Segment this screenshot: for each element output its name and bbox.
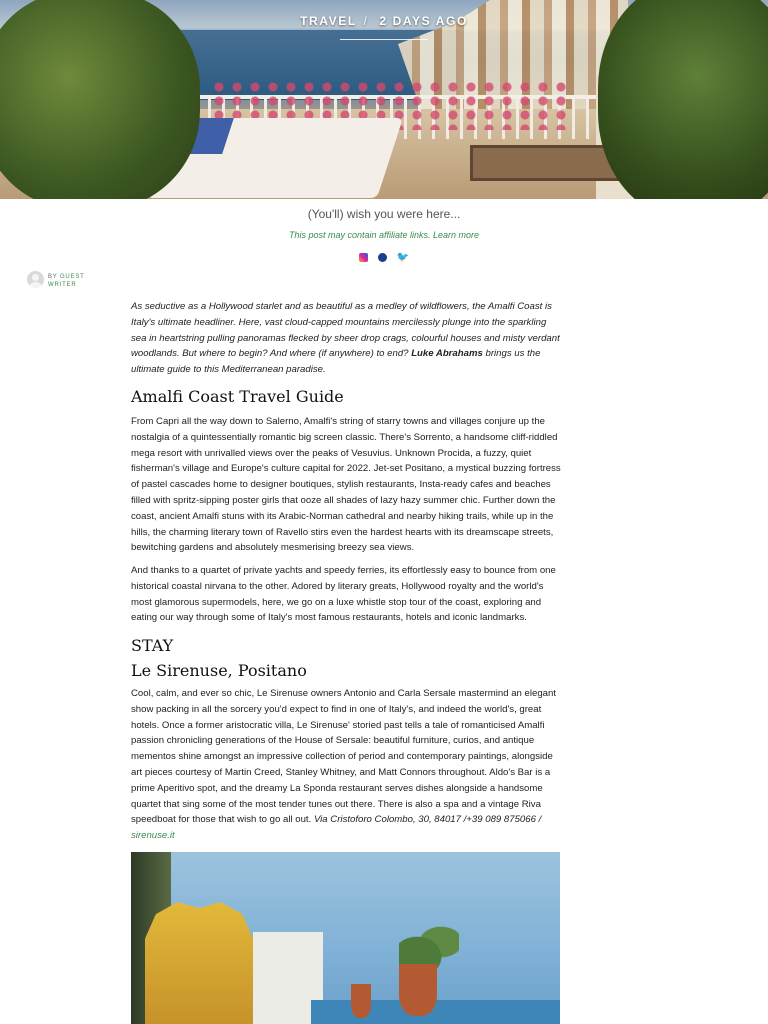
hero-tree-left	[0, 0, 200, 199]
paragraph-ferries: And thanks to a quartet of private yachts and speedy ferries, its effortlessly easy to bounce from one historical coastal nirvana to the other. Adored by literary greats, Hollywood royalty and the world's most glamorous supermodels, here, we go on a luxe whistle stop tour of the coast, exploring and eating our way through some of Italy's most famous restaurants, hotels and iconic landmarks.	[131, 565, 556, 624]
article-photo-sirenuse	[131, 852, 560, 1024]
post-time: 2 DAYS AGO	[379, 14, 468, 28]
photo-gilded-altar	[145, 902, 253, 1024]
photo-terracotta-pot	[399, 964, 437, 1016]
social-share-bar	[0, 253, 768, 262]
photo-small-pot	[351, 984, 371, 1018]
hero-image	[0, 0, 768, 199]
byline-text	[48, 273, 85, 289]
address-separator: /	[535, 814, 542, 826]
by-label: BY	[48, 274, 58, 280]
paragraph-sirenuse	[131, 686, 561, 844]
intro-author: Luke Abrahams	[411, 348, 483, 360]
section-heading-guide: Amalfi Coast Travel Guide	[131, 387, 344, 406]
kicker-underline	[340, 39, 428, 40]
affiliate-text: This post may contain affiliate links.	[288, 230, 431, 240]
paragraph-towns: From Capri all the way down to Salerno, Amalfi's string of starry towns and villages conjure up the nostalgia of a quintessentially romantic big screen classic. There's Sorrento, a handsome cliff-riddled mega resort with unrivalled views over the peaks of Vesuvius. Unknown Procida, a fuzzy, quiet fisherman's village and Europe's culture capital for 2022. Jet-set Positano, a mystical buzzing fortress of pastel cascades home to designer boutiques, stylish restaurants, Insta-ready cafes and beaches filled with spritz-sipping poster girls that ooze all shades of lazy hazy summer chic. Further down the coast, ancient Amalfi stuns with its Arabic-Norman cathedral and nearby hiking trails, while up in the hills, the charming literary town of Ravello stirs even the hardest hearts with its dreamscape streets, bewitching gardens and absolutely mesmerising breezy sea views.	[131, 416, 561, 554]
section-heading-stay: STAY	[131, 636, 174, 655]
hero-tree-right	[598, 0, 768, 199]
author-name-line2[interactable]: WRITER	[48, 282, 77, 288]
kicker-separator: /	[363, 14, 369, 28]
avatar	[27, 271, 44, 288]
twitter-icon[interactable]: 🐦	[396, 252, 410, 263]
hotel-heading-sirenuse: Le Sirenuse, Positano	[131, 661, 307, 680]
hero-table	[470, 145, 626, 181]
article-body	[131, 299, 561, 842]
learn-more-link[interactable]: Learn more	[433, 230, 480, 240]
intro-end: brings us the ultimate guide to this Mediterranean paradise.	[131, 348, 541, 376]
affiliate-notice	[0, 230, 768, 240]
author-name[interactable]: GUEST	[59, 274, 85, 280]
intro-text: As seductive as a Hollywood starlet and as beautiful as a medley of wildflowers, the Amalfi Coast is Italy's ultimate headliner. Here, vast cloud-capped mountains mercilessly plunge into the sparkling sea in heartstring pulling panoramas flecked by sheer drop crags, colourful houses and misty verdant woodlands. But where to begin? And where (if anywhere) to end?	[131, 301, 560, 360]
sirenuse-text: Cool, calm, and ever so chic, Le Sirenuse owners Antonio and Carla Sersale mastermind an elegant show packing in all the sorcery you'd expect to find in one of Italy's, and indeed the world's, great hotels. Once a former aristocratic villa, Le Sirenuse' storied past tells a tale of romanticised Amalfi passion chronicling generations of the House of Sersale: beautiful furniture, curios, and antique mementos shine amongst an impressive collection of period and contemporary paintings, alongside art pieces courtesy of Martin Creed, Stanley Whitney, and Matt Connors throughout. Aldo's Bar is a prime Aperitivo spot, and the dreamy La Sponda restaurant serves dishes alongside a handsome quartet that sing some of the most tender tunes out there. There is also a spa and a vintage Riva speedboat for those that wish to go all out.	[131, 688, 557, 826]
hotel-address: Via Cristoforo Colombo, 30, 84017 /+39 089 875066	[313, 814, 536, 826]
hotel-website-link[interactable]: sirenuse.it	[131, 830, 175, 842]
category-link[interactable]: TRAVEL	[300, 14, 357, 28]
instagram-icon[interactable]	[359, 253, 368, 262]
post-kicker	[0, 14, 768, 28]
facebook-icon[interactable]	[378, 253, 387, 262]
post-subtitle: (You'll) wish you were here...	[307, 207, 461, 221]
article-intro	[131, 299, 561, 378]
